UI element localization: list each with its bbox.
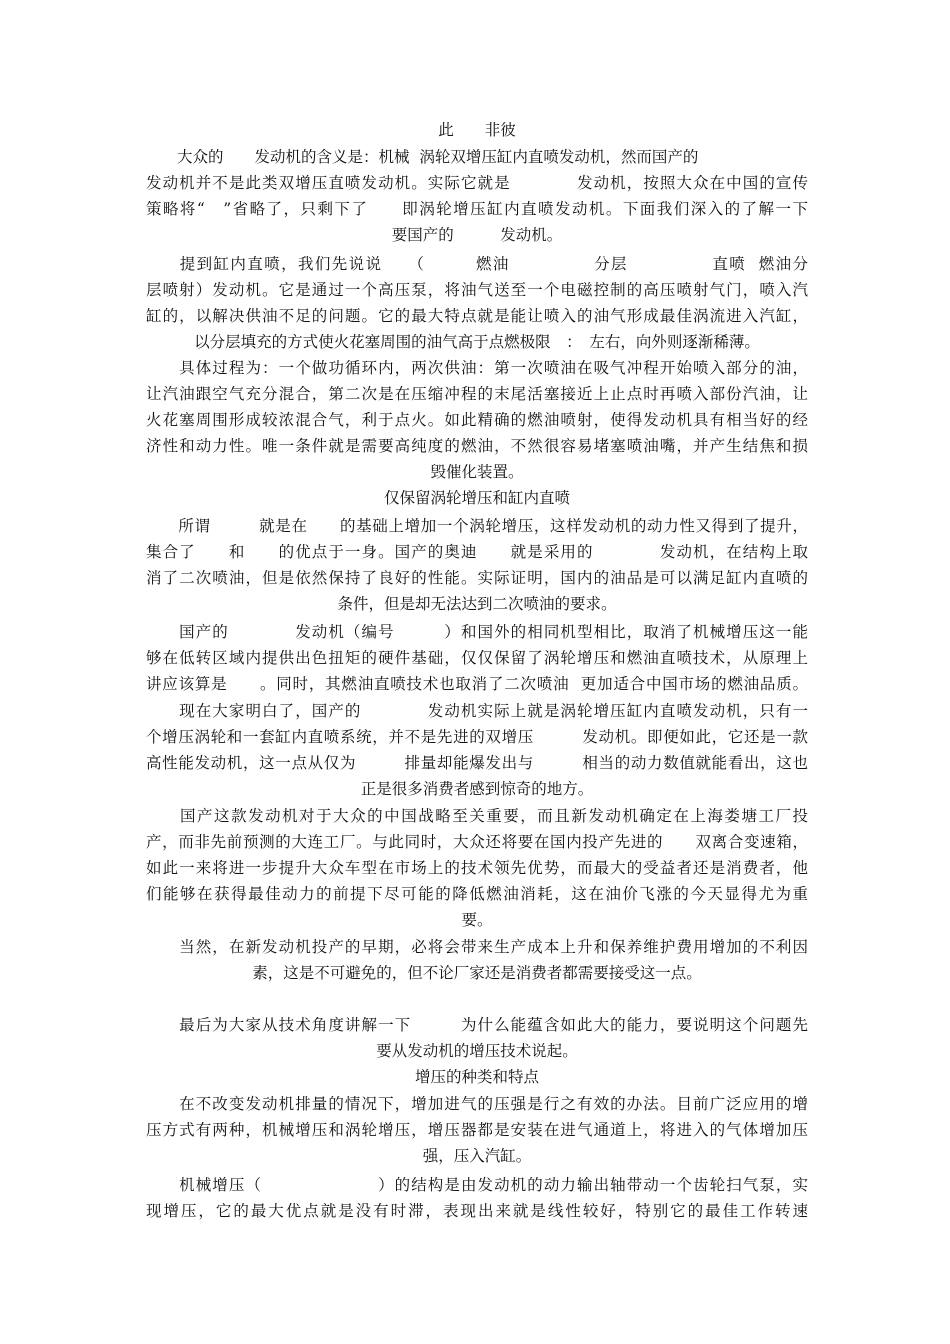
paragraph-line: 机械增压（ ）的结构是由发动机的动力输出轴带动一个齿轮扫气泵，实 (146, 1176, 808, 1194)
paragraph-line: 济性和动力性。唯一条件就是需要高纯度的燃油，不然很容易堵塞喷油嘴，并产生结焦和损 (146, 437, 808, 455)
paragraph-line: 够在低转区域内提供出色扭矩的硬件基础，仅仅保留了涡轮增压和燃油直喷技术，从原理上 (146, 649, 808, 667)
paragraph-line: 要国产的 发动机。 (391, 226, 563, 244)
paragraph-line: 要从发动机的增压技术说起。 (376, 1042, 578, 1060)
paragraph-line: 发动机并不是此类双增压直喷发动机。实际它就是 发动机，按照大众在中国的宣传 (146, 174, 808, 192)
paragraph-line: 产，而非先前预测的大连工厂。与此同时，大众还将要在国内投产先进的 双离合变速箱， (146, 833, 808, 851)
paragraph-line: 素，这是不可避免的，但不论厂家还是消费者都需要接受这一点。 (252, 964, 702, 982)
paragraph-line: 大众的 发动机的含义是：机械 涡轮双增压缸内直喷发动机，然而国产的 (146, 148, 699, 166)
paragraph-line: 正是很多消费者感到惊奇的地方。 (360, 780, 594, 798)
paragraph-line: 讲应该算是 。同时，其燃油直喷技术也取消了二次喷油 更加适合中国市场的燃油品质。 (146, 675, 808, 693)
paragraph-line: 集合了 和 的优点于一身。国产的奥迪 就是采用的 发动机，在结构上取 (146, 543, 808, 561)
paragraph-line: 压方式有两种，机械增压和涡轮增压，增压器都是安装在进气通道上，将进入的气体增加压 (146, 1121, 808, 1139)
paragraph-line: 以分层填充的方式使火花塞周围的油气高于点燃极限 ： 左右，向外则逐渐稀薄。 (194, 333, 760, 351)
paragraph-line: 现在大家明白了，国产的 发动机实际上就是涡轮增压缸内直喷发动机，只有一 (146, 702, 808, 720)
paragraph-line: 所谓 就是在 的基础上增加一个涡轮增压，这样发动机的动力性又得到了提升， (146, 517, 808, 535)
section-heading: 仅保留涡轮增压和缸内直喷 (383, 489, 570, 507)
paragraph-line: 在不改变发动机排量的情况下，增加进气的压强是行之有效的办法。目前广泛应用的增 (146, 1095, 808, 1113)
paragraph-line: 要。 (461, 911, 493, 929)
paragraph-line: 高性能发动机，这一点从仅为 排量却能爆发出与 相当的动力数值就能看出，这也 (146, 754, 808, 772)
paragraph-line: 们能够在获得最佳动力的前提下尽可能的降低燃油消耗，这在油价飞涨的今天显得尤为重 (146, 885, 808, 903)
paragraph-line: 强，压入汽缸。 (422, 1147, 532, 1165)
paragraph-line: 国产这款发动机对于大众的中国战略至关重要，而且新发动机确定在上海娄塘工厂投 (146, 807, 808, 825)
paragraph-line: 现增压，它的最大优点就是没有时滞，表现出来就是线性较好，特别它的最佳工作转速 (146, 1202, 808, 1220)
paragraph-line: 策略将“ ”省略了，只剩下了 即涡轮增压缸内直喷发动机。下面我们深入的了解一下 (146, 200, 808, 218)
paragraph-line: 具体过程为：一个做功循环内，两次供油：第一次喷油在吸气冲程开始喷入部分的油， (146, 359, 808, 377)
paragraph-line: 毁催化装置。 (430, 463, 524, 481)
paragraph-line: 如此一来将进一步提升大众车型在市场上的技术领先优势，而最大的受益者还是消费者，他 (146, 859, 808, 877)
paragraph-line: 国产的 发动机（编号 ）和国外的相同机型相比，取消了机械增压这一能 (146, 623, 808, 641)
paragraph-line: 个增压涡轮和一套缸内直喷系统，并不是先进的双增压 发动机。即便如此，它还是一款 (146, 728, 808, 746)
paragraph-line: 当然，在新发动机投产的早期，必将会带来生产成本上升和保养维护费用增加的不利因 (146, 938, 808, 956)
paragraph-line: 消了二次喷油，但是依然保持了良好的性能。实际证明，国内的油品是可以满足缸内直喷的 (146, 569, 808, 587)
paragraph-line: 最后为大家从技术角度讲解一下 为什么能蕴含如此大的能力，要说明这个问题先 (146, 1016, 808, 1034)
title-line: 此 非彼 (438, 121, 516, 139)
paragraph-line: 火花塞周围形成较浓混合气，利于点火。如此精确的燃油喷射，使得发动机具有相当好的经 (146, 411, 808, 429)
paragraph-line: 让汽油跟空气充分混合，第二次是在压缩冲程的末尾活塞接近上止点时再喷入部份汽油，让 (146, 385, 808, 403)
paragraph-line: 条件，但是却无法达到二次喷油的要求。 (337, 595, 617, 613)
paragraph-line: 层喷射）发动机。它是通过一个高压泵，将油气送至一个电磁控制的高压喷射气门，喷入汽 (146, 281, 808, 299)
section-heading: 增压的种类和特点 (414, 1068, 539, 1086)
paragraph-line: 缸的，以解决供油不足的问题。它的最大特点就是能让喷入的油气形成最佳涡流进入汽缸， (146, 307, 808, 325)
paragraph-line: 提到缸内直喷，我们先说说 （ 燃油 分层 直喷 燃油分 (146, 255, 808, 273)
